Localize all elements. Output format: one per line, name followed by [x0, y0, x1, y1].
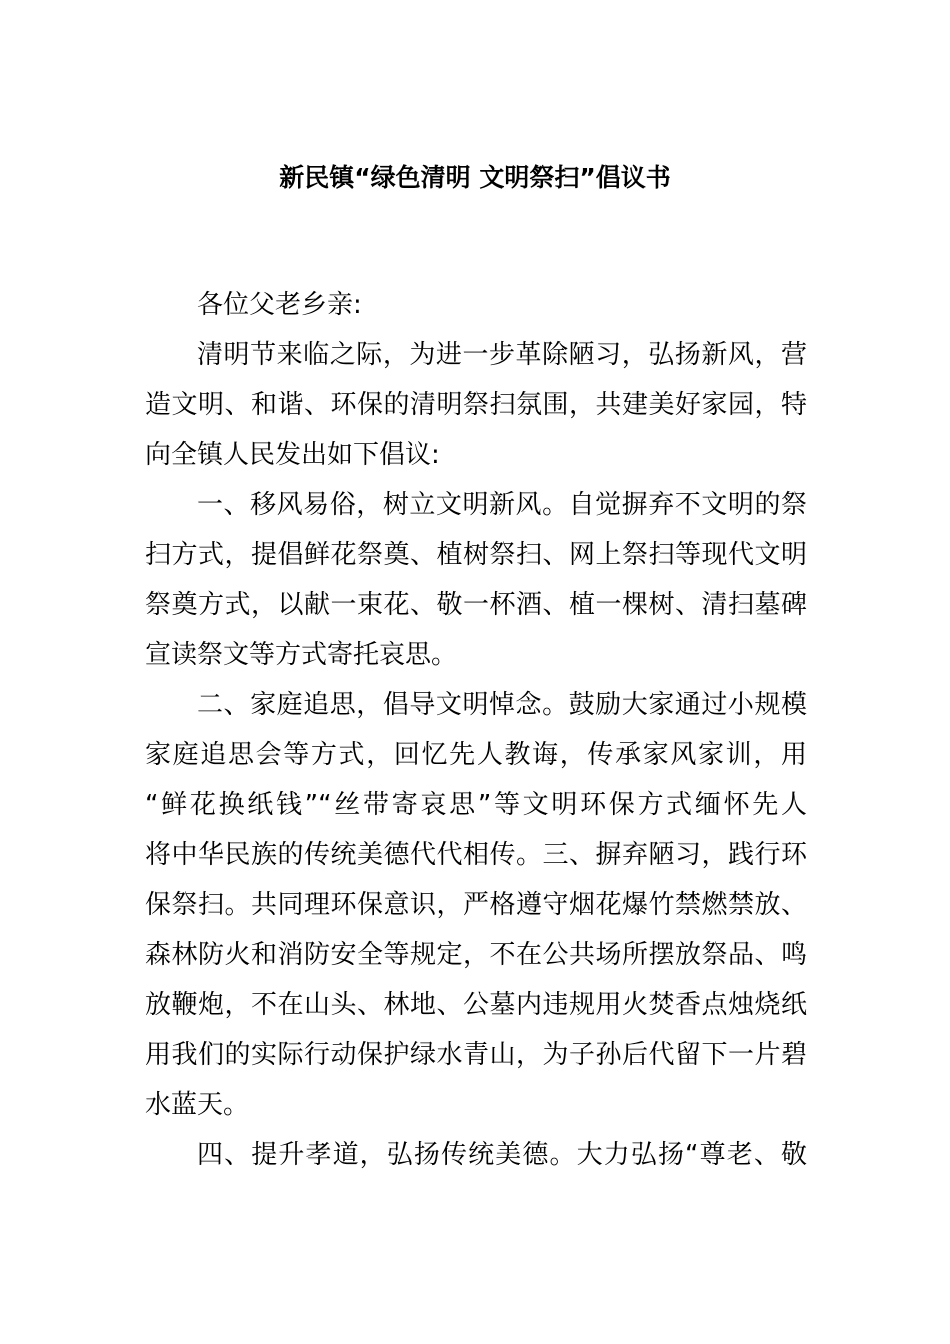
paragraph-line: 清明节来临之际，为进一步革除陋习，弘扬新风，营 — [197, 340, 807, 370]
document-title: 新民镇“绿色清明 文明祭扫”倡议书 — [279, 163, 671, 192]
paragraph-line: 家庭追思会等方式，回忆先人教诲，传承家风家训，用 — [145, 740, 807, 770]
paragraph-line: 向全镇人民发出如下倡议: — [145, 440, 440, 470]
paragraph-line: 造文明、和谐、环保的清明祭扫氛围，共建美好家园，特 — [145, 390, 807, 420]
paragraph-line: 放鞭炮，不在山头、林地、公墓内违规用火焚香点烛烧纸 — [145, 990, 807, 1020]
document-body — [145, 280, 807, 1180]
paragraph-line: 用我们的实际行动保护绿水青山，为子孙后代留下一片碧 — [145, 1040, 807, 1070]
paragraph-line: 扫方式，提倡鲜花祭奠、植树祭扫、网上祭扫等现代文明 — [145, 540, 807, 570]
paragraph-line: 森林防火和消防安全等规定，不在公共场所摆放祭品、鸣 — [145, 940, 807, 970]
paragraph-line: 将中华民族的传统美德代代相传。三、摒弃陋习，践行环 — [145, 840, 807, 870]
salutation-line: 各位父老乡亲: — [197, 290, 362, 320]
paragraph-line: “鲜花换纸钱”“丝带寄哀思”等文明环保方式缅怀先人 — [145, 790, 807, 820]
paragraph-line: 祭奠方式，以献一束花、敬一杯酒、植一棵树、清扫墓碑 — [145, 590, 807, 620]
paragraph-line: 四、提升孝道，弘扬传统美德。大力弘扬“尊老、敬 — [197, 1140, 807, 1170]
paragraph-line: 水蓝天。 — [145, 1090, 250, 1120]
paragraph-line: 宣读祭文等方式寄托哀思。 — [145, 640, 458, 670]
paragraph-line: 保祭扫。共同理环保意识，严格遵守烟花爆竹禁燃禁放、 — [145, 890, 807, 920]
paragraph-line: 二、家庭追思，倡导文明悼念。鼓励大家通过小规模 — [197, 690, 807, 720]
paragraph-line: 一、移风易俗，树立文明新风。自觉摒弃不文明的祭 — [197, 490, 807, 520]
